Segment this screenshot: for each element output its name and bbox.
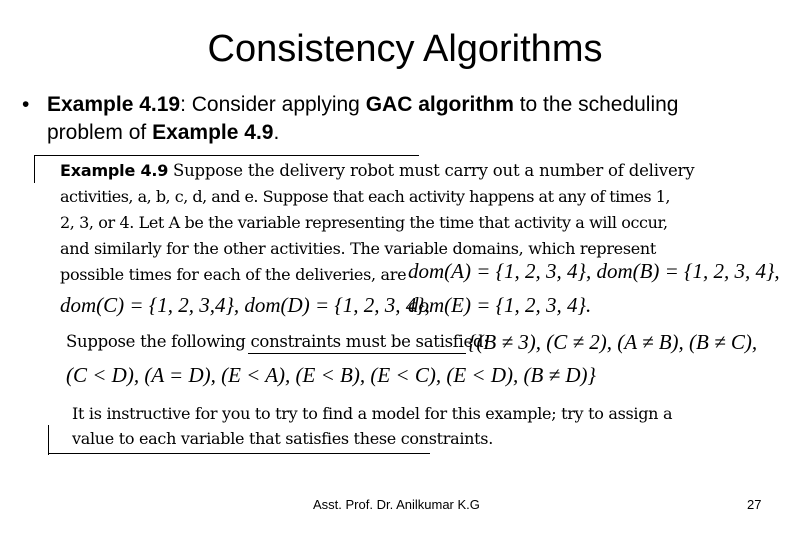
constraints-set-line-1: {(B ≠ 3), (C ≠ 2), (A ≠ B), (B ≠ C), <box>468 330 758 354</box>
constraints-set-line-2: (C < D), (A = D), (E < A), (E < B), (E < C), (E < D), (B ≠ D)} <box>66 363 596 387</box>
slide-title: Consistency Algorithms <box>207 28 603 70</box>
bullet-symbol: • <box>22 93 30 116</box>
excerpt-line-5: possible times for each of the deliveries, are <box>60 265 407 284</box>
constraints-intro: Suppose the following constraints must be satisfied: <box>66 332 489 351</box>
excerpt-top-rule <box>34 155 419 156</box>
bullet-line2-end: . <box>273 121 280 144</box>
excerpt-bottom-rule <box>48 453 430 454</box>
bullet-line-1 <box>47 91 679 119</box>
example-reference: Example 4.19 <box>47 93 181 116</box>
domain-c-d: dom(C) = {1, 2, 3,4}, dom(D) = {1, 2, 3, 4}, <box>60 293 430 317</box>
footer-author: Asst. Prof. Dr. Anilkumar K.G <box>313 497 480 512</box>
bullet-colon-text: : Consider applying <box>180 93 366 116</box>
excerpt-line-1: Suppose the delivery robot must carry out a number of delivery <box>173 161 695 180</box>
algorithm-name: GAC algorithm <box>365 93 514 116</box>
excerpt-line-2: activities, a, b, c, d, and e. Suppose that each activity happens at any of times 1, <box>60 187 670 206</box>
bullet-line2-prefix: problem of <box>47 121 153 144</box>
domain-a-b: dom(A) = {1, 2, 3, 4}, dom(B) = {1, 2, 3, 4}, <box>408 259 780 283</box>
closing-line-1: It is instructive for you to try to find a model for this example; try to assign a <box>72 404 673 423</box>
page-number: 27 <box>747 497 762 512</box>
example-reference-2: Example 4.9 <box>152 121 274 144</box>
excerpt-bottom-left-rule <box>48 425 49 455</box>
constraints-underline <box>248 353 466 354</box>
bullet-line-2 <box>47 119 279 147</box>
domain-e: dom(E) = {1, 2, 3, 4}. <box>408 293 592 317</box>
excerpt-left-rule <box>34 155 35 183</box>
excerpt-line-3: 2, 3, or 4. Let A be the variable representing the time that activity a will occur, <box>60 213 668 232</box>
excerpt-heading: Example 4.9 <box>60 161 169 180</box>
bullet-rest-text: to the scheduling <box>513 93 679 116</box>
closing-line-2: value to each variable that satisfies these constraints. <box>72 429 494 448</box>
excerpt-line-4: and similarly for the other activities. The variable domains, which represent <box>60 239 657 258</box>
